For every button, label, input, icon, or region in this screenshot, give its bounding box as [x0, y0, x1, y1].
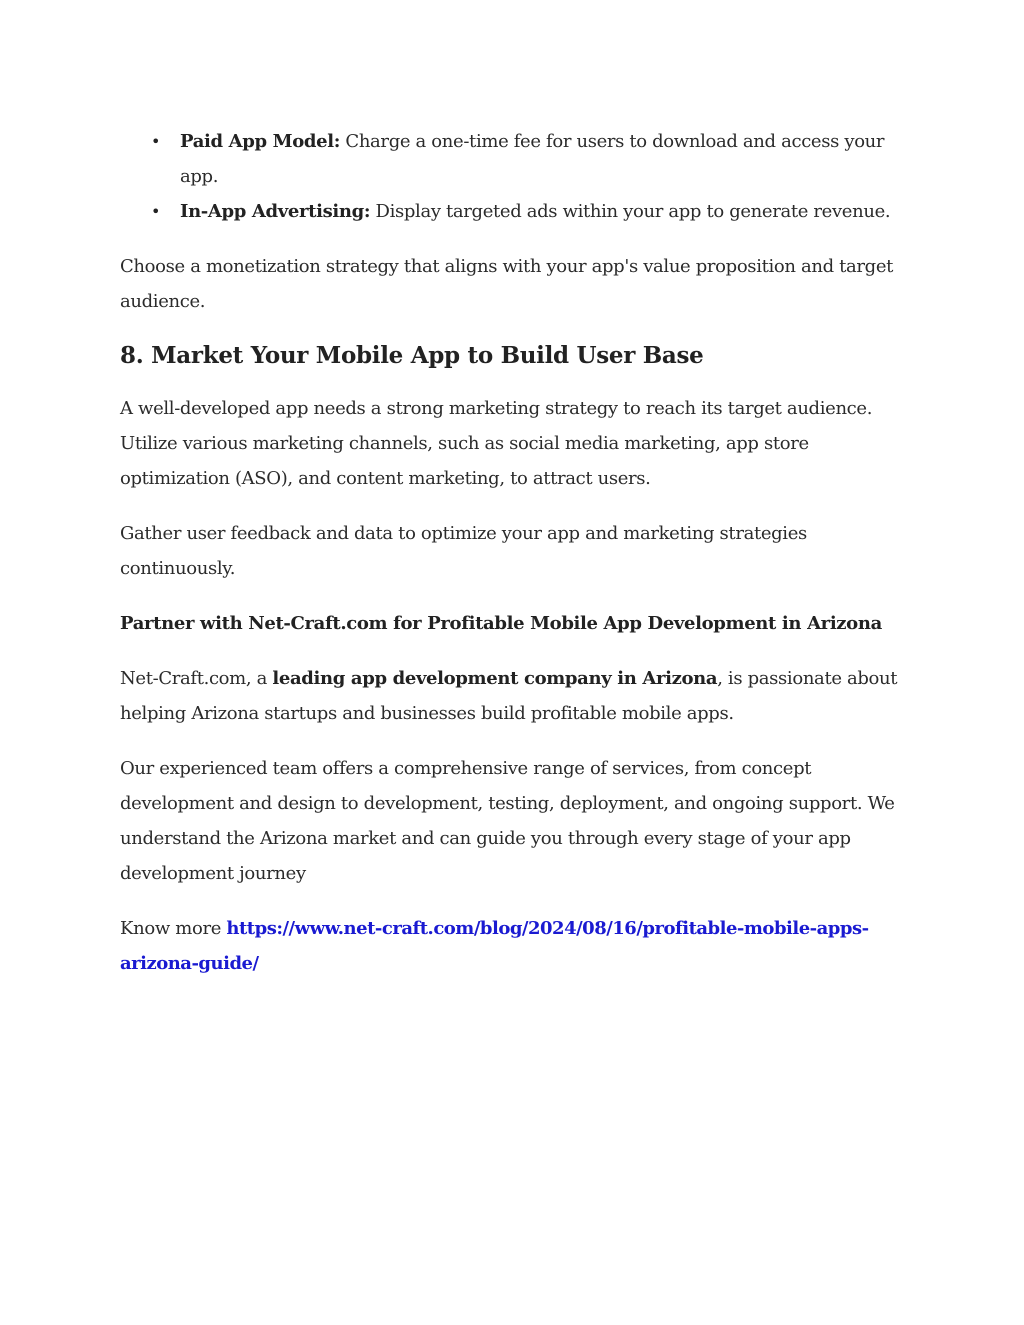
- know-more-label: Know more: [120, 918, 227, 939]
- section-heading: 8. Market Your Mobile App to Build User Base: [120, 342, 704, 369]
- article-link[interactable]: https://www.net-craft.com/blog/2024/08/16/profitable-mobile-apps-arizona-guide/: [120, 918, 869, 974]
- partner-subheading: Partner with Net-Craft.com for Profitable Mobile App Development in Arizona: [120, 613, 882, 634]
- netcraft-rest: , is passionate about helping Arizona startups and businesses build profitable mobile apps.: [120, 668, 898, 724]
- monetization-bullet-list: [120, 124, 910, 229]
- document-body: [120, 124, 910, 1001]
- netcraft-paragraph: [120, 661, 910, 731]
- feedback-paragraph: Gather user feedback and data to optimize your app and marketing strategies continuously.: [120, 523, 807, 579]
- marketing-paragraph: A well-developed app needs a strong marketing strategy to reach its target audience. Utilize various marketing channels, such as social media marketing, app store optimization (ASO), and content marketing, to attract users.: [120, 398, 873, 489]
- know-more-paragraph: [120, 911, 910, 981]
- bullet-term: In-App Advertising:: [180, 201, 371, 222]
- netcraft-emphasis: leading app development company in Arizona: [272, 668, 718, 689]
- bullet-text: Display targeted ads within your app to generate revenue.: [375, 201, 891, 222]
- bullet-text: Charge a one-time fee for users to download and access your app.: [180, 131, 885, 187]
- monetization-paragraph: Choose a monetization strategy that aligns with your app's value proposition and target audience.: [120, 256, 894, 312]
- team-paragraph: Our experienced team offers a comprehensive range of services, from concept development and design to development, testing, deployment, and ongoing support. We understand the Arizona market and can guide you through every stage of your app development journey: [120, 758, 895, 884]
- list-item: [180, 124, 910, 194]
- netcraft-intro: Net-Craft.com, a: [120, 668, 273, 689]
- bullet-term: Paid App Model:: [180, 131, 341, 152]
- list-item: [180, 194, 910, 229]
